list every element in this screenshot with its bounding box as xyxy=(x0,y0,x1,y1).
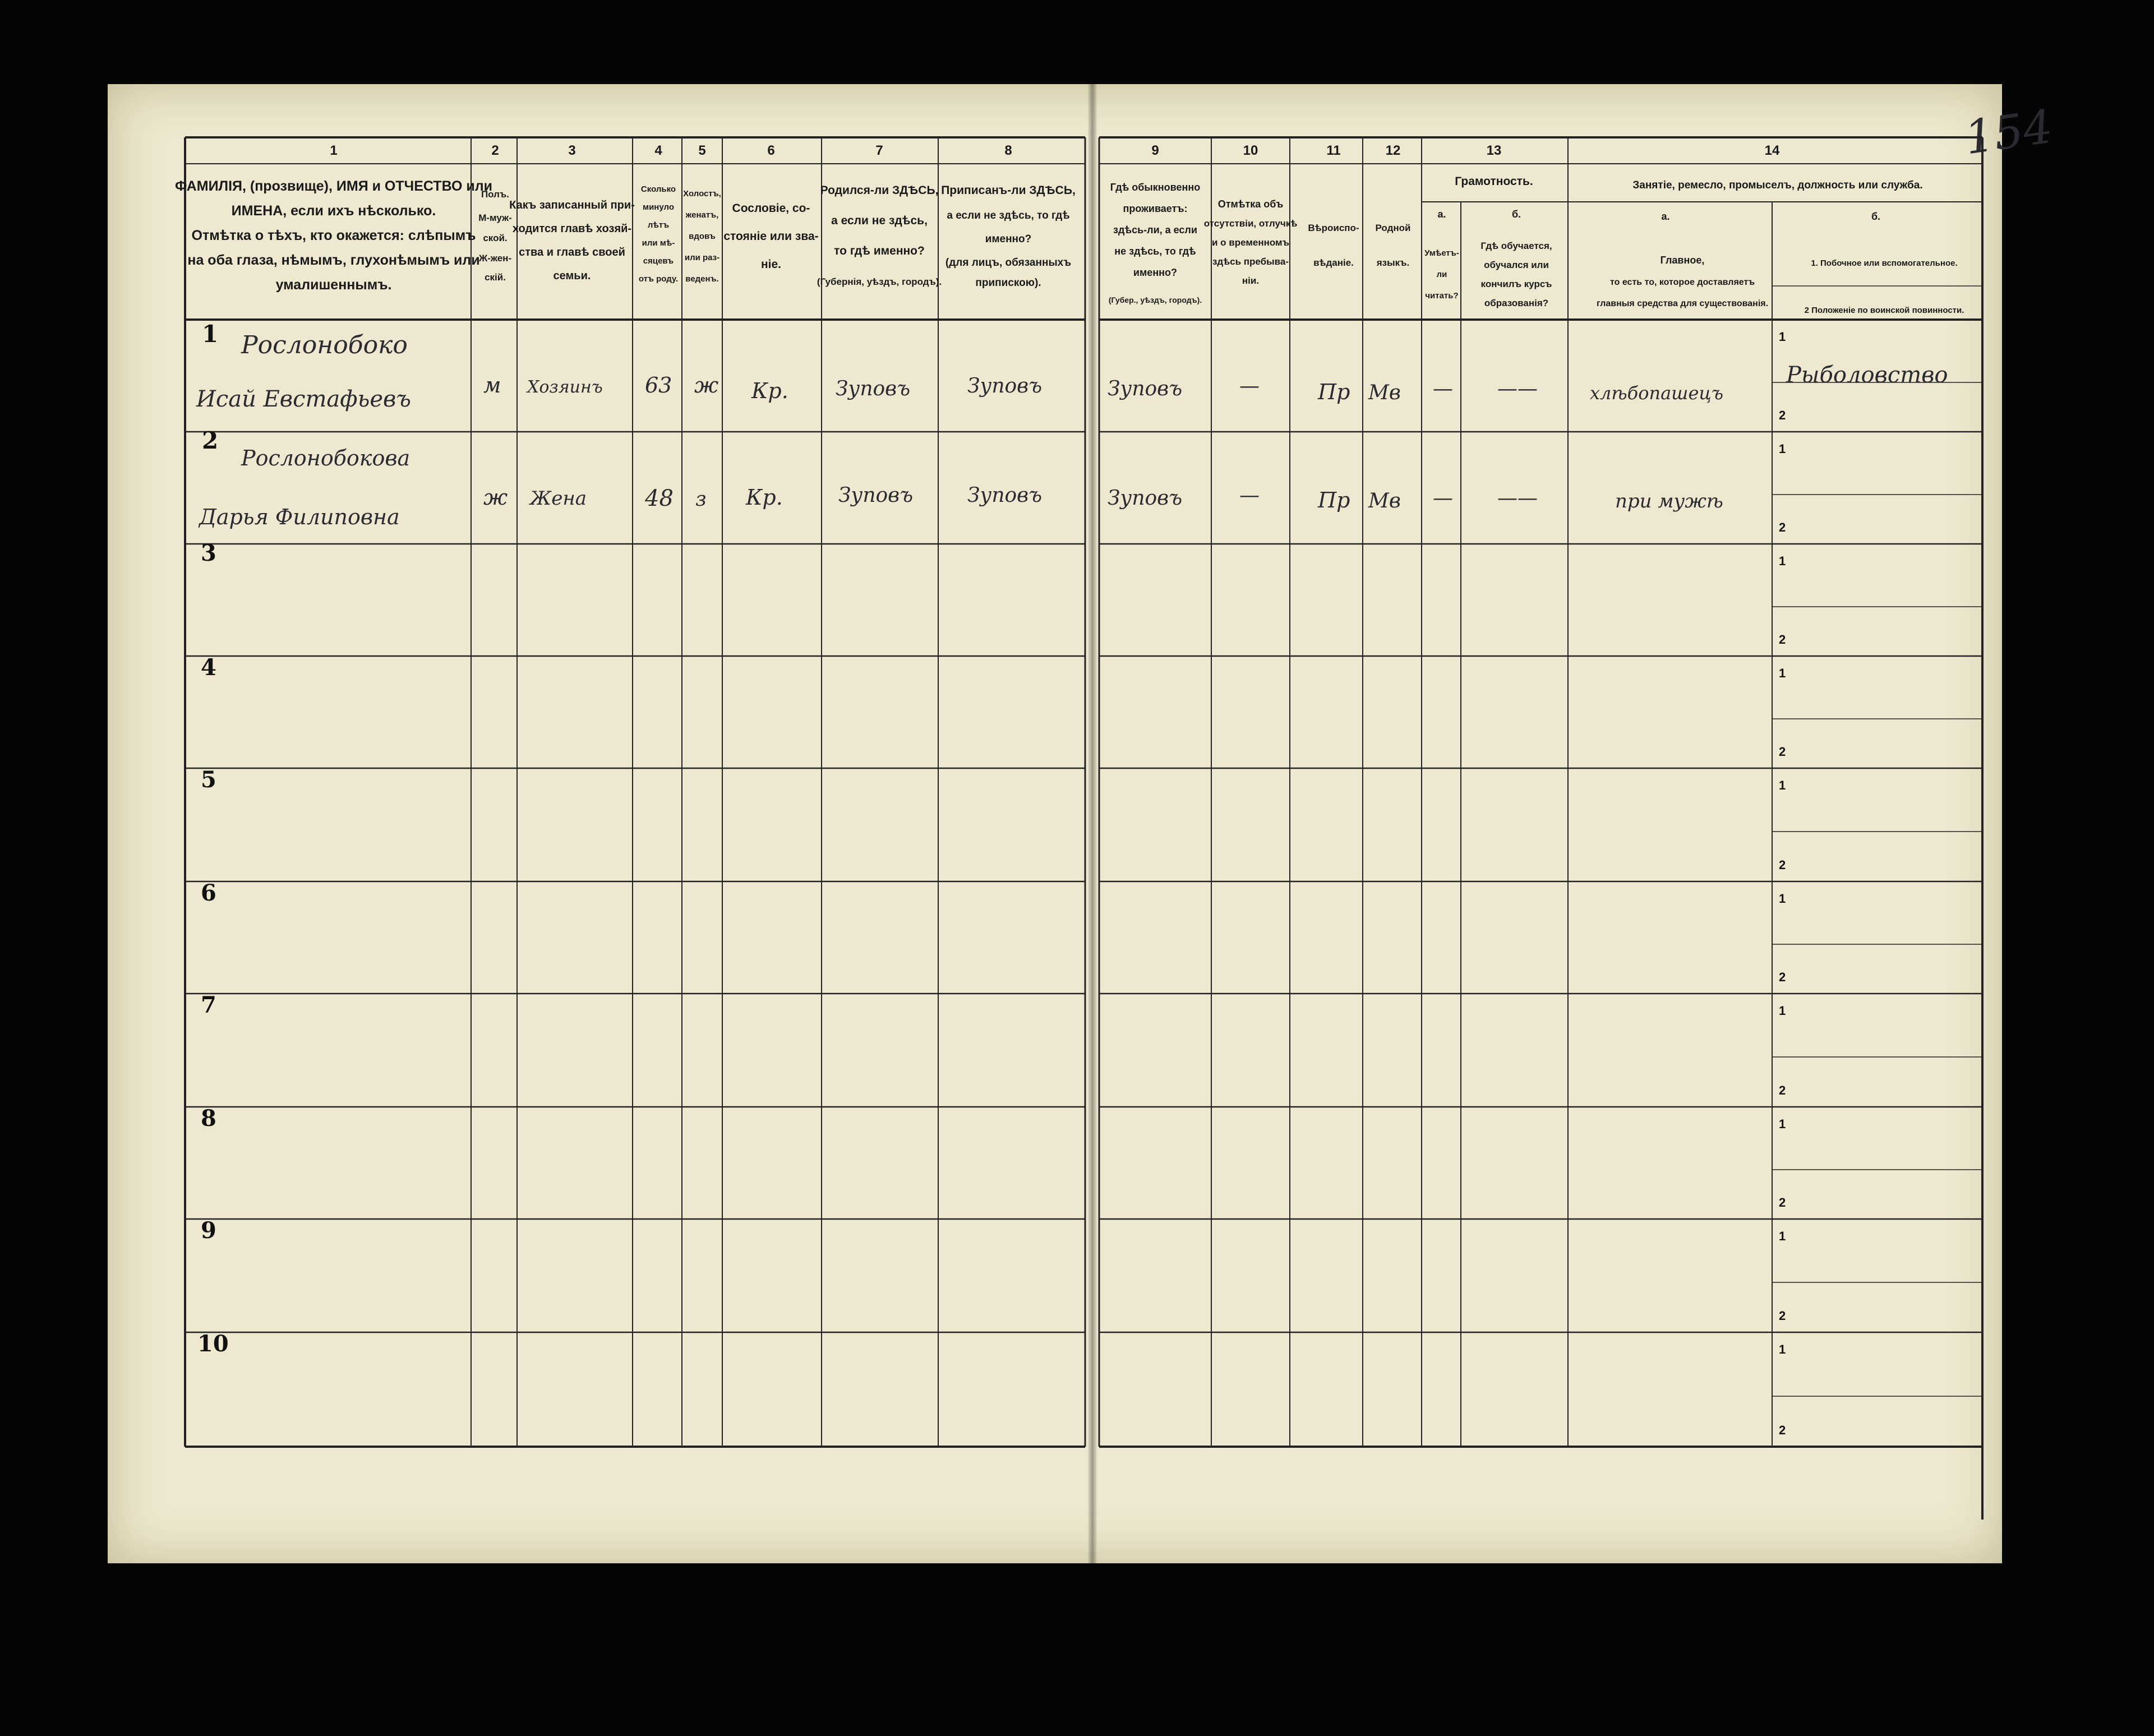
entry-born: Зуповъ xyxy=(836,377,911,400)
header-c4-line: Сколько xyxy=(640,184,676,194)
header-c3-line: Какъ записанный при- xyxy=(509,199,635,211)
row-number: 5 xyxy=(201,767,216,793)
col-number: 6 xyxy=(767,143,775,158)
entry-language: Мв xyxy=(1368,381,1401,404)
header-c14-title: Занятіе, ремесло, промыселъ, должность или служба. xyxy=(1632,179,1923,191)
header-c1-line: на оба глаза, нѣмымъ, глухонѣмымъ или xyxy=(187,252,480,268)
occupation-sub-number: 2 xyxy=(1779,1309,1786,1323)
header-c10-line: Отмѣтка объ xyxy=(1217,198,1284,210)
header-c14a-line: Главное, xyxy=(1660,255,1705,266)
header-c10-line: и о временномъ xyxy=(1211,237,1290,248)
row-numbers xyxy=(197,320,229,1357)
entry-surname: Рослонобокова xyxy=(241,446,410,470)
occupation-sub-number: 1 xyxy=(1779,1229,1786,1243)
occupation-sub-number: 1 xyxy=(1779,666,1786,680)
header-c13b-line: образованія? xyxy=(1484,298,1549,308)
header-c6-line: стояніе или зва- xyxy=(723,230,819,243)
occupation-sub-number: 1 xyxy=(1779,892,1786,906)
occupation-sub-number: 2 xyxy=(1779,632,1786,647)
entry-estate: Кр. xyxy=(746,485,783,510)
table-grid xyxy=(185,137,1982,1520)
header-c9-line: (Губер., уѣздъ, городъ). xyxy=(1108,296,1202,304)
entry-age: 63 xyxy=(645,373,672,398)
header-c4-line: лѣтъ xyxy=(647,220,670,230)
entry-relation: Хозяинъ xyxy=(527,377,603,397)
row-number: 8 xyxy=(201,1105,216,1132)
occupation-sub-number: 2 xyxy=(1779,1083,1786,1097)
row-number: 2 xyxy=(202,427,219,454)
header-c13b-line: Гдѣ обучается, xyxy=(1480,241,1552,251)
header-c10-line: здѣсь пребыва- xyxy=(1212,256,1289,267)
entry-name: Дарья Филиповна xyxy=(199,505,400,529)
occupation-sub-number: 2 xyxy=(1779,970,1786,984)
header-c2-line: М-муж- xyxy=(478,213,512,223)
header-c13b-line: обучался или xyxy=(1484,260,1549,270)
header-c13a-line: Умѣетъ- xyxy=(1424,248,1459,258)
entry-residence: Зуповъ xyxy=(1108,487,1183,510)
header-c14b2: 2 Положеніе по воинской повинности. xyxy=(1804,306,1964,315)
col-number: 8 xyxy=(1004,143,1012,158)
header-c13b-label: б. xyxy=(1511,209,1521,220)
entry-absence: — xyxy=(1239,375,1260,398)
entry-education: —— xyxy=(1497,487,1538,510)
occupation-sub-number: 1 xyxy=(1779,1342,1786,1356)
occupation-sub-number: 1 xyxy=(1779,442,1786,456)
col-number: 1 xyxy=(330,143,338,158)
header-c1-line: умалишеннымъ. xyxy=(275,277,392,293)
row-number: 9 xyxy=(201,1217,216,1244)
col-number: 9 xyxy=(1151,143,1159,158)
entry-education: —— xyxy=(1497,377,1538,400)
header-c8-line: припискою). xyxy=(975,277,1041,289)
header-c5-line: веденъ. xyxy=(685,274,719,284)
header-c1-line: ФАМИЛІЯ, (прозвище), ИМЯ и ОТЧЕСТВО или xyxy=(174,178,493,194)
entry-registered: Зуповъ xyxy=(967,375,1043,398)
header-c8-line: именно? xyxy=(985,233,1032,245)
header-c3-line: ства и главѣ своей xyxy=(519,246,625,258)
occupation-sub-number: 1 xyxy=(1779,1004,1786,1018)
header-c7-line: а если не здѣсь, xyxy=(831,214,928,227)
header-c7-line: то гдѣ именно? xyxy=(834,244,925,257)
column-numbers xyxy=(330,143,1780,158)
occupation-sub-number: 1 xyxy=(1779,778,1786,792)
col-number: 12 xyxy=(1385,143,1401,158)
entry-registered: Зуповъ xyxy=(967,484,1043,507)
header-c5-line: Холостъ, xyxy=(683,189,721,198)
entry-side-occupation: Рыболовство xyxy=(1786,362,1948,388)
entry-absence: — xyxy=(1239,484,1260,507)
entry-sex: м xyxy=(483,373,501,398)
entry-religion: Пр xyxy=(1318,488,1350,513)
entry-occupation: при мужѣ xyxy=(1615,490,1723,513)
header-c14b1: 1. Побочное или вспомогательное. xyxy=(1811,258,1958,268)
header-c2-line: скій. xyxy=(485,272,506,283)
header-c1-line: ИМЕНА, если ихъ нѣсколько. xyxy=(231,203,436,219)
header-c10-line: отсутствіи, отлучкѣ xyxy=(1203,218,1298,229)
header-c13-title: Грамотность. xyxy=(1455,175,1533,188)
col-number: 14 xyxy=(1764,143,1780,158)
entry-language: Мв xyxy=(1368,490,1401,513)
header-c13a-line: ли xyxy=(1436,270,1447,279)
entry-literacy: — xyxy=(1433,377,1453,400)
row-number: 7 xyxy=(201,992,216,1018)
col-number: 4 xyxy=(654,143,662,158)
col-number: 13 xyxy=(1486,143,1502,158)
header-c14a-line: то есть то, которое доставляетъ xyxy=(1610,278,1755,287)
header-c7-line: Родился-ли ЗДѢСЬ, xyxy=(820,184,939,197)
header-c3-line: ходится главѣ хозяй- xyxy=(512,223,632,235)
header-c8-line: а если не здѣсь, то гдѣ xyxy=(947,210,1070,221)
header-c9-line: не здѣсь, то гдѣ xyxy=(1114,246,1196,257)
header-c4-line: отъ роду. xyxy=(638,274,679,284)
header-c4-line: минуло xyxy=(642,202,675,212)
entry-sex: ж xyxy=(483,485,508,510)
entry-residence: Зуповъ xyxy=(1108,377,1183,400)
col-number: 11 xyxy=(1326,143,1341,158)
entry-name: Исай Евстафьевъ xyxy=(196,386,411,412)
entry-row-1 xyxy=(196,331,1948,412)
occupation-sub-numbers xyxy=(1779,330,1786,1437)
header-c4-line: сяцевъ xyxy=(643,256,674,266)
col-number: 7 xyxy=(875,143,883,158)
header-c2-line: Ж-жен- xyxy=(478,253,512,264)
occupation-sub-number: 2 xyxy=(1779,745,1786,759)
header-c7-line: (Губернія, уѣздъ, городъ). xyxy=(817,276,942,287)
header-c5-line: вдовъ xyxy=(689,232,716,241)
row-number: 3 xyxy=(201,540,216,566)
entry-marital: з xyxy=(695,488,707,511)
header-c8-line: (для лицъ, обязанныхъ xyxy=(945,257,1072,269)
row-number: 10 xyxy=(197,1331,229,1357)
header-c14a-line: главныя средства для существованія. xyxy=(1596,299,1769,308)
header-c11-line: вѣданіе. xyxy=(1313,257,1354,268)
row-number: 6 xyxy=(201,880,216,906)
occupation-sub-number: 2 xyxy=(1779,858,1786,872)
entry-occupation: хлѣбопашецъ xyxy=(1590,382,1724,404)
row-number: 1 xyxy=(202,320,219,348)
col-number: 10 xyxy=(1243,143,1258,158)
header-c8-line: Приписанъ-ли ЗДѢСЬ, xyxy=(941,184,1076,197)
header-c6-line: ніе. xyxy=(760,258,782,271)
entry-religion: Пр xyxy=(1318,380,1350,404)
header-c9-line: именно? xyxy=(1133,267,1178,278)
sheet-number: 154 xyxy=(1961,100,2056,165)
entry-age: 48 xyxy=(645,486,674,511)
header-c13b-line: кончилъ курсъ xyxy=(1480,279,1552,289)
col-number: 2 xyxy=(491,143,499,158)
header-c9-line: Гдѣ обыкновенно xyxy=(1110,182,1201,193)
header-c11-line: Вѣроиспо- xyxy=(1308,223,1359,233)
header-c12-line: Родной xyxy=(1375,223,1411,233)
entry-estate: Кр. xyxy=(751,378,788,403)
header-c12-line: языкъ. xyxy=(1376,257,1410,268)
header-c9-line: проживаетъ: xyxy=(1123,203,1188,214)
entry-surname: Рослонобоко xyxy=(241,331,408,359)
col-number: 3 xyxy=(568,143,576,158)
header-c2-line: ской. xyxy=(483,233,508,243)
header-c5-line: или раз- xyxy=(684,253,720,262)
header-c13a-line: читать? xyxy=(1425,291,1459,301)
col-number: 5 xyxy=(698,143,706,158)
entry-born: Зуповъ xyxy=(838,484,914,507)
occupation-sub-number: 2 xyxy=(1779,1195,1786,1209)
header-c5-line: женатъ, xyxy=(685,210,719,220)
entry-literacy: — xyxy=(1433,487,1453,510)
occupation-sub-number: 1 xyxy=(1779,554,1786,568)
header-c6-line: Сословіе, со- xyxy=(732,202,810,215)
column-headers xyxy=(175,175,1964,315)
entry-marital: ж xyxy=(694,373,719,398)
header-c10-line: ніи. xyxy=(1242,275,1260,286)
header-c14b-label: б. xyxy=(1871,211,1881,222)
occupation-sub-number: 2 xyxy=(1779,408,1786,422)
occupation-sub-number: 1 xyxy=(1779,1117,1786,1131)
header-c2-line: Полъ. xyxy=(481,189,510,200)
header-c4-line: или мѣ- xyxy=(642,238,675,248)
occupation-sub-number: 1 xyxy=(1779,330,1786,344)
header-c13a-label: а. xyxy=(1437,209,1446,220)
header-c3-line: семьи. xyxy=(553,270,591,282)
occupation-sub-number: 2 xyxy=(1779,520,1786,534)
entry-relation: Жена xyxy=(530,487,587,510)
row-number: 4 xyxy=(201,654,216,681)
header-c14a-label: а. xyxy=(1661,211,1670,222)
entry-row-2 xyxy=(198,446,1723,529)
header-c1-line: Отмѣтка о тѣхъ, кто окажется: слѣпымъ xyxy=(191,228,476,243)
occupation-sub-number: 2 xyxy=(1779,1423,1786,1437)
header-c9-line: здѣсь-ли, а если xyxy=(1113,224,1197,236)
